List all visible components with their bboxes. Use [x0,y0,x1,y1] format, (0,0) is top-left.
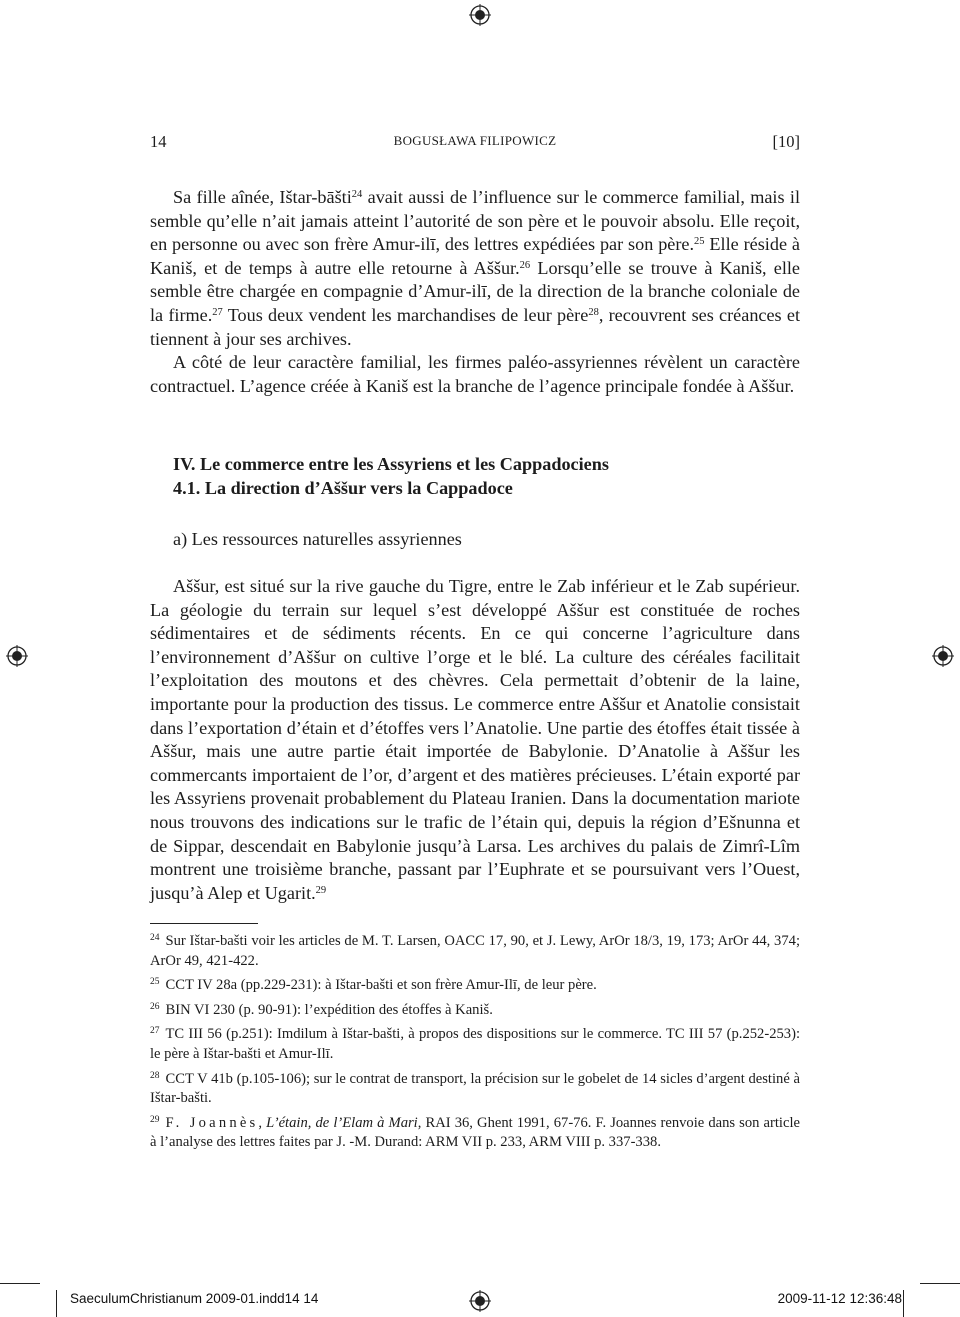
footnote-ref: 29 [315,884,327,896]
footnote-ref: 26 [519,259,531,271]
registration-mark-icon [932,645,954,667]
paragraph: Sa fille aînée, Ištar-bāšti$^{24}$ avait aussi de l’influence sur le commerce familial, mais il semble qu’elle n’ait jamais atteint l’autorité de son père et le pouvoir absolu. Elle reçoit, en personne ou avec son frère Amur-ilī, des lettres expédiées par son père.$^{25}$ Elle réside à Kaniš, et de temps à autre elle retourne à Aššur.$^{26}$ Lorsqu’elle se trouve à Kaniš, elle semble être chargée en compagnie d’Amur-ilī, de la direction de la branche coloniale de la firme.$^{27}$ Tous deux vendent les marchandises de leur père$^{28}$, recouvrent ses créances et tiennent à jour ses archives. [150,187,801,349]
footnote-ref: 27 [212,306,223,318]
crop-mark [920,1283,960,1284]
cited-title: L’étain, de l’Elam à Mari [266,1114,418,1131]
footnote: $^{29}$ F. Joannès, L’étain, de l’Elam à Mari, RAI 36, Ghent 1991, 67-76. F. Joannes renvoie dans son article à l’analyse des lettres faites par J. -M. Durand: ARM VII p. 233, ARM VIII p. 337-338. [150,1114,800,1151]
crop-mark [56,1290,57,1317]
subsection-heading: a) Les ressources naturelles assyriennes [173,529,462,549]
crop-mark [0,1283,40,1284]
running-header [150,132,800,158]
body-text-top [150,186,800,398]
footnote: $^{27}$ TC III 56 (p.251): Imdilum à Ištar-bašti, à propos des dispositions sur le commerce. TC III 57 (p.252-253): le père à Ištar-bašti et Amur-Ilī. [150,1026,800,1062]
footnote-ref: 24 [351,189,363,200]
section-title: 4.1. La direction d’Aššur vers la Cappadoce [173,478,513,498]
footnote-ref: 28 [588,306,599,318]
section-heading [173,452,609,500]
paragraph: Aššur, est situé sur la rive gauche du Tigre, entre le Zab inférieur et le Zab supérieur. La géologie du terrain sur lequel s’est développé Aššur est constituée de roches sédimentaires et de sédiments récents. En ce qui concerne l’agriculture dans l’environnement d’Aššur on cultive l’orge et le blé. La culture des céréales facilitait l’exploitation des moutons et des chèvres. Cela permettait d’obtenir de la laine, importante pour la production des tissus. Le commerce entre Aššur et Anatolie consistait dans l’exportation d’étain et d’étoffes vers l’Anatolie. Une partie des étoffes était tissée à Aššur, mais une autre partie était importée de Babylonie. D’Anatolie à Aššur les commercants importaient de l’or, d’argent et des matières précieuses. L’étain exporté par les Assyriens provenait probablement du Plateau Iranien. Dans la documentation mariote nous trouvons des indications sur le trafic de l’étain qui, depuis la région d’Ešnunna et de Sippar, descendait en Babylonie jusqu’à Larsa. Les archives du palais de Zimrî-Lîm montrent une troisième branche, passant par l’Euphrate et se poursuivant vers l’Ouest, jusqu’à Alep et Ugarit.$^{29}$ [150,576,800,903]
registration-mark-icon [469,4,491,26]
registration-mark-icon [469,1290,491,1312]
running-head-author: BOGUSŁAWA FILIPOWICZ [393,133,557,148]
running-head-section: [10] [772,132,800,151]
footnote: $^{25}$ CCT IV 28a (pp.229-231): à Ištar-bašti et son frère Amur-Ilī, de leur père. [150,977,597,994]
footnote-rule [150,923,258,924]
footnote: $^{24}$ Sur Ištar-bašti voir les articles de M. T. Larsen, OACC 17, 90, et J. Lewy, ArOr 18/3, 19, 173; ArOr 44, 374; ArOr 49, 421-422. [150,933,800,969]
footnote-ref: 25 [694,236,705,248]
paragraph: A côté de leur caractère familial, les firmes paléo-assyriennes révèlent un caractère contractuel. L’agence créée à Kaniš est la branche de l’agence principale fondée à Aššur. [150,352,800,396]
crop-mark [903,1290,904,1317]
footnote: $^{28}$ CCT V 41b (p.105-106); sur le contrat de transport, la précision sur le gobelet de 14 sicles d’argent destiné à Ištar-bašti. [150,1070,800,1107]
slug-timestamp: 2009-11-12 12:36:48 [777,1291,902,1306]
registration-mark-icon [6,645,28,667]
footnote: $^{26}$ BIN VI 230 (p. 90-91): l’expédition des étoffes à Kaniš. [150,1001,493,1018]
cited-author: F. Joannès [165,1114,259,1131]
chapter-title: IV. Le commerce entre les Assyriens et les Cappadociens [173,454,609,474]
footnotes [150,932,800,1158]
slug-filename: SaeculumChristianum 2009-01.indd14 14 [70,1291,319,1306]
body-text-bottom [150,575,800,905]
page-number: 14 [150,132,167,151]
